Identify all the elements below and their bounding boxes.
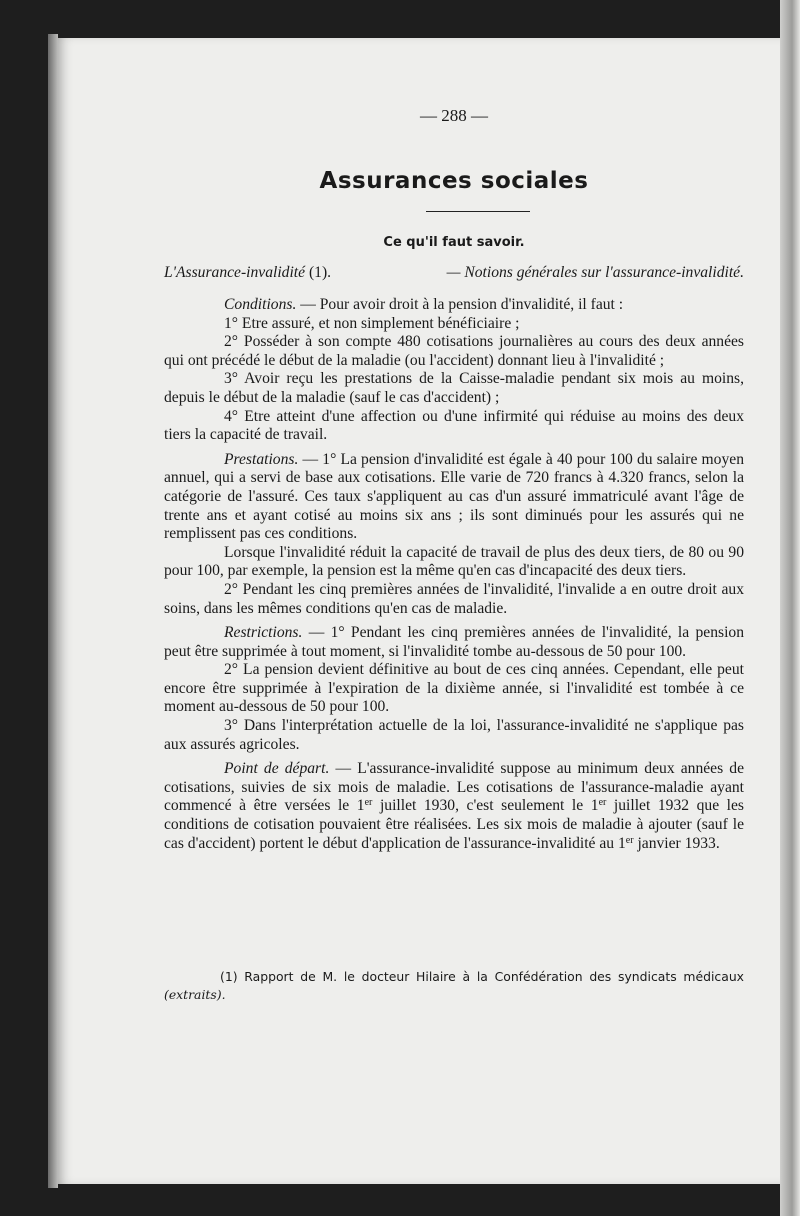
section-head: Conditions. — [224, 296, 297, 313]
page-title: Assurances sociales — [319, 168, 589, 194]
footnote-text: (1) Rapport de M. le docteur Hilaire à la Confédération des syndicats médicaux — [220, 969, 744, 984]
section-head: Restrictions. — [224, 624, 303, 642]
conditions-item: 2° Posséder à son compte 480 cotisations journalières au cours des deux années qui ont précédé le début de la maladie (ou l'accident) donnant lieu à l'invalidité ; — [164, 333, 744, 369]
page-number: — 288 — — [420, 106, 488, 125]
next-page-edge — [780, 0, 800, 1216]
article-body — [164, 296, 744, 853]
footnote-extra: (extraits). — [164, 987, 226, 1002]
page-binding-shadow — [48, 34, 58, 1188]
point-depart-paragraph: Point de départ. — L'assurance-invalidité suppose au minimum deux années de cotisations, suivies de six mois de maladie. Les cotisations de l'assurance-maladie ayant commencé à être versées le 1er juillet 1930, c'est seulement le 1er juillet 1932 que les conditions de cotisation pouvaient être réalisées. Les six mois de maladie à ajouter (sauf le cas d'accident) portent le début d'application de l'assurance-invalidité au 1er janvier 1933. — [164, 760, 745, 852]
title-rule — [426, 211, 530, 212]
restrictions-item: 3° Dans l'interprétation actuelle de la loi, l'assurance-invalidité ne s'applique pas aux assurés agricoles. — [164, 717, 744, 753]
section-head: Prestations. — [224, 450, 299, 468]
prestations-item: Lorsque l'invalidité réduit la capacité de travail de plus des deux tiers, de 80 ou 90 pour 100, par exemple, la pension est la même qu'en cas d'incapacité des deux tiers. — [164, 543, 744, 580]
subtitle: Ce qu'il faut savoir. — [383, 235, 525, 250]
conditions-paragraph: Conditions. — Pour avoir droit à la pension d'invalidité, il faut : — [224, 296, 624, 313]
page-area — [58, 0, 780, 1216]
footnote-ref: (1). — [308, 264, 332, 281]
conditions-item: 3° Avoir reçu les prestations de la Caisse-maladie pendant six mois au moins, depuis le début de la maladie (sauf le cas d'accident) ; — [164, 370, 744, 406]
section-head: Point de départ. — [224, 760, 330, 778]
prestations-item: 2° Pendant les cinq premières années de l'invalidité, l'invalide a en outre droit aux soins, dans les mêmes conditions qu'en cas de maladie. — [164, 580, 744, 617]
restrictions-paragraph: Restrictions. — 1° Pendant les cinq premières années de l'invalidité, la pension peut être supprimée à tout moment, si l'invalidité tombe au-dessous de 50 pour 100. — [164, 624, 744, 660]
conditions-item: 1° Etre assuré, et non simplement bénéficiaire ; — [224, 314, 520, 332]
lead-line — [164, 264, 744, 283]
prestations-paragraph: Prestations. — 1° La pension d'invalidité est égale à 40 pour 100 du salaire moyen annuel, qui a servi de base aux cotisations. Elle varie de 720 francs à 4.320 francs, selon la catégorie de l'assuré. Ces taux s'appliquent au cas d'un assuré immatriculé avant l'âge de trente ans et ayant cotisé au moins six ans ; ils sont diminués pour les assurés qui ne remplissent pas ces conditions. — [164, 450, 744, 543]
restrictions-item: 2° La pension devient définitive au bout de ces cinq années. Cependant, elle peut encore être supprimée à l'expiration de la dixième année, si l'invalidité est tombée à ce moment au-dessous de 50 pour 100. — [164, 661, 744, 716]
conditions-item: 4° Etre atteint d'une affection ou d'une infirmité qui réduise au moins des deux tiers la capacité de travail. — [164, 407, 744, 444]
lead-left: L'Assurance-invalidité (1). — [164, 264, 332, 281]
footnote — [164, 968, 744, 1004]
lead-right: — Notions générales sur l'assurance-invalidité. — [446, 264, 744, 281]
